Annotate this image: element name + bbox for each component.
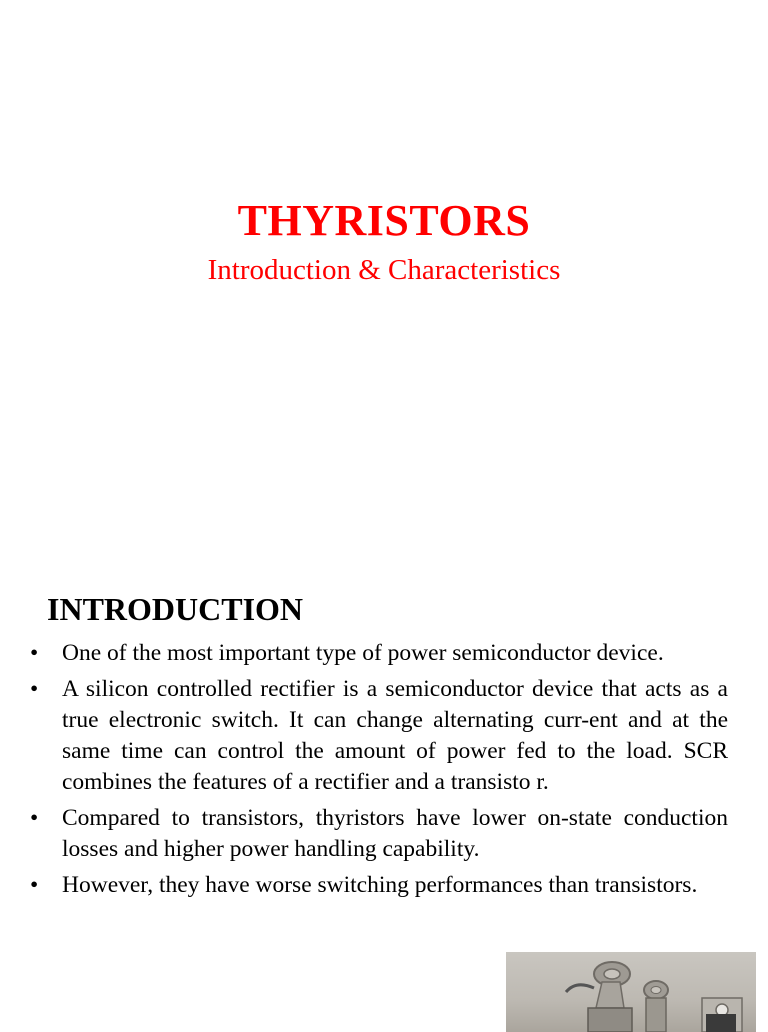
slide-subtitle: Introduction & Characteristics [207, 254, 561, 286]
bullet-item: • Compared to transistors, thyristors have lower on-state conduction losses and higher power handling capability. [30, 803, 728, 865]
introduction-heading: INTRODUCTION [47, 591, 304, 627]
thyristor-photo [506, 952, 756, 1032]
slide-title: THYRISTORS [237, 196, 531, 245]
bullet-item: • One of the most important type of power semiconductor device. [30, 638, 728, 669]
bullet-item: • A silicon controlled rectifier is a semiconductor device that acts as a true electronic switch. It can change alternating curr-ent and at the same time can control the amount of power fed to the load. SCR combines the features of a rectifier and a transisto r. [30, 674, 728, 798]
bullet-item: • However, they have worse switching performances than transistors. [30, 870, 728, 901]
thyristor-photo-icon [506, 952, 756, 1032]
introduction-bullet-list [30, 638, 728, 906]
